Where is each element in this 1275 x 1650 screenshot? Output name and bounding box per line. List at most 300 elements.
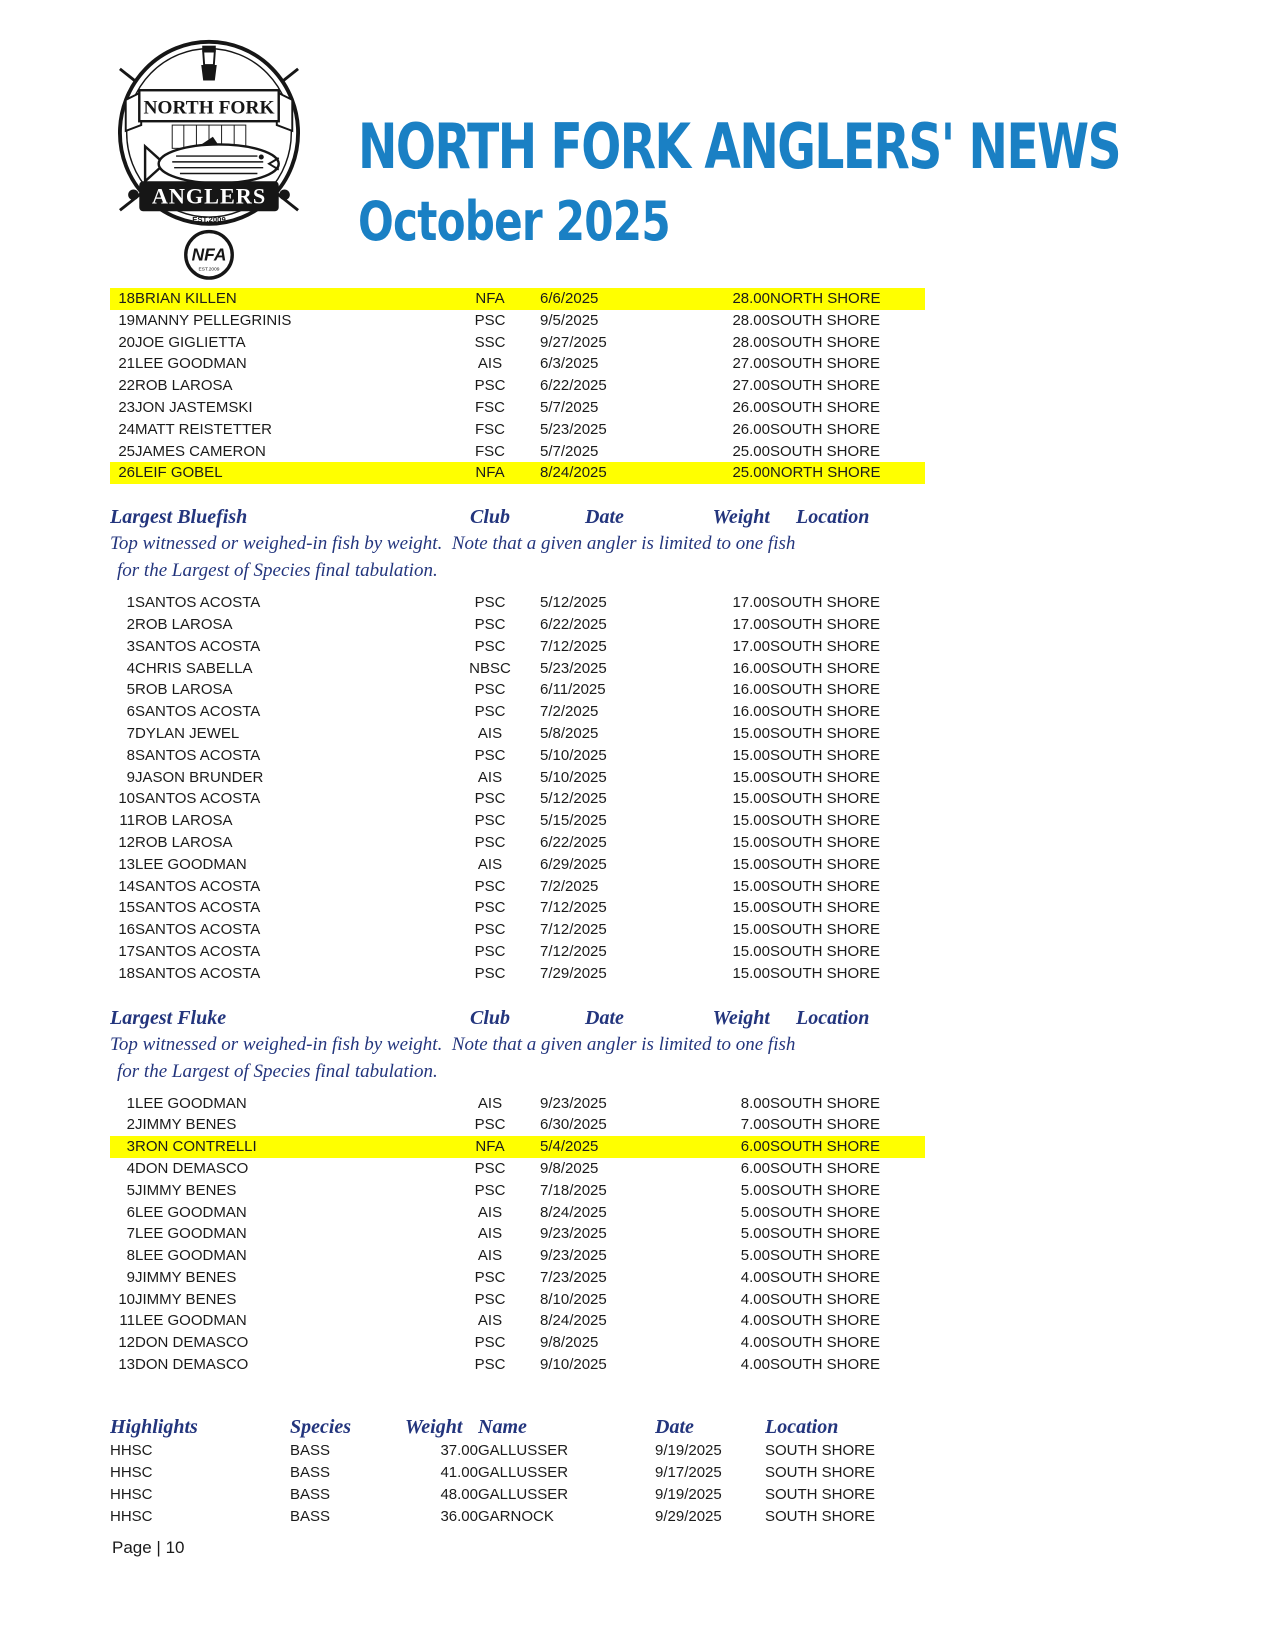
location-cell: SOUTH SHORE — [765, 1507, 876, 1525]
table-row — [110, 1202, 925, 1224]
date-cell: 5/23/2025 — [540, 420, 607, 438]
table-row — [110, 1462, 925, 1484]
club-cell: HHSC — [110, 1441, 153, 1459]
date-cell: 5/10/2025 — [540, 746, 607, 764]
nfa-badge — [186, 232, 232, 278]
date-cell: 6/3/2025 — [540, 355, 599, 373]
name-cell: JIMMY BENES — [135, 1116, 237, 1134]
weight-cell: 15.00 — [732, 746, 770, 764]
rank-cell: 13 — [118, 855, 135, 873]
name-cell: ROB LAROSA — [135, 615, 233, 633]
anglers-banner — [139, 181, 278, 224]
page-content — [110, 288, 925, 1528]
weight-cell: 27.00 — [732, 377, 770, 395]
location-cell: SOUTH SHORE — [770, 1225, 881, 1243]
club-cell: PSC — [474, 637, 506, 655]
weight-cell: 17.00 — [732, 637, 770, 655]
date-cell: 5/23/2025 — [540, 659, 607, 677]
weight-cell: 15.00 — [732, 899, 770, 917]
table-row — [110, 419, 925, 441]
name-cell: BRIAN KILLEN — [135, 288, 440, 310]
location-cell: SOUTH SHORE — [770, 833, 881, 851]
date-cell: 7/29/2025 — [540, 964, 607, 982]
svg-text:NFA: NFA — [191, 244, 227, 265]
location-cell: SOUTH SHORE — [770, 855, 881, 873]
weight-cell: 15.00 — [732, 855, 770, 873]
rank-cell: 10 — [118, 1290, 135, 1308]
table-row — [110, 745, 925, 767]
table-row — [110, 353, 925, 375]
weight-cell: 25.00 — [705, 462, 770, 484]
club-cell: PSC — [474, 377, 506, 395]
weight-cell: 5.00 — [740, 1247, 770, 1265]
rank-cell: 1 — [126, 1094, 135, 1112]
location-cell: SOUTH SHORE — [770, 1181, 881, 1199]
name-cell: LEE GOODMAN — [135, 1247, 247, 1265]
largest-fluke-table-body — [110, 1093, 925, 1376]
club-cell: PSC — [474, 1290, 506, 1308]
rank-cell: 22 — [118, 377, 135, 395]
weight-cell: 36.00 — [440, 1507, 478, 1525]
club-cell: HHSC — [110, 1507, 153, 1525]
date-cell: 7/12/2025 — [540, 899, 607, 917]
table-row — [110, 1354, 925, 1376]
table-row — [110, 788, 925, 810]
location-cell: SOUTH SHORE — [770, 1290, 881, 1308]
weight-cell: 28.00 — [705, 288, 770, 310]
weight-cell: 5.00 — [740, 1203, 770, 1221]
table-row — [110, 723, 925, 745]
weight-cell: 4.00 — [740, 1268, 770, 1286]
section-header-row — [110, 1005, 925, 1031]
date-column-header: Date — [585, 1006, 624, 1029]
club-cell: PSC — [474, 1181, 506, 1199]
rank-cell: 9 — [126, 1268, 135, 1286]
rank-cell: 8 — [126, 1247, 135, 1265]
date-cell: 5/4/2025 — [540, 1136, 705, 1158]
rank-cell: 1 — [126, 594, 135, 612]
location-cell: SOUTH SHORE — [770, 1136, 925, 1158]
date-column-header: Date — [585, 506, 624, 529]
location-cell: NORTH SHORE — [770, 288, 925, 310]
name-cell: SANTOS ACOSTA — [135, 703, 261, 721]
table-row — [110, 1289, 925, 1311]
date-cell: 9/5/2025 — [540, 311, 599, 329]
species-note-line1: Top witnessed or weighed-in fish by weight. Note that a given angler is limited to one fish — [110, 533, 796, 555]
table-row — [110, 614, 925, 636]
club-cell: PSC — [474, 1159, 506, 1177]
date-cell: 6/22/2025 — [540, 377, 607, 395]
weight-column-header: Weight — [712, 1006, 770, 1029]
name-cell: ROB LAROSA — [135, 377, 233, 395]
location-cell: SOUTH SHORE — [770, 377, 881, 395]
name-cell: SANTOS ACOSTA — [135, 877, 261, 895]
species-note — [110, 1031, 925, 1085]
location-cell: SOUTH SHORE — [770, 420, 881, 438]
name-cell: ROB LAROSA — [135, 833, 233, 851]
club-cell: PSC — [474, 1356, 506, 1374]
club-cell: AIS — [477, 1203, 503, 1221]
club-cell: PSC — [474, 746, 506, 764]
table-row — [110, 1114, 925, 1136]
location-cell: SOUTH SHORE — [770, 768, 881, 786]
club-cell: PSC — [474, 1116, 506, 1134]
table-row — [110, 1158, 925, 1180]
weight-cell: 6.00 — [740, 1159, 770, 1177]
rank-cell: 8 — [126, 746, 135, 764]
location-column-header: Location — [765, 1415, 839, 1438]
rank-cell: 6 — [126, 1203, 135, 1221]
table-row — [110, 658, 925, 680]
svg-text:NORTH FORK: NORTH FORK — [143, 97, 275, 119]
location-cell: SOUTH SHORE — [770, 964, 881, 982]
date-cell: 8/10/2025 — [540, 1290, 607, 1308]
section-title: Largest Fluke — [110, 1006, 227, 1029]
club-cell: AIS — [477, 855, 503, 873]
date-column-header: Date — [655, 1415, 694, 1438]
largest-fluke-header — [110, 1005, 925, 1031]
name-cell: LEE GOODMAN — [135, 855, 247, 873]
weight-cell: 15.00 — [732, 812, 770, 830]
club-cell: PSC — [474, 790, 506, 808]
location-cell: SOUTH SHORE — [770, 1094, 881, 1112]
rank-cell: 7 — [126, 1225, 135, 1243]
date-cell: 5/10/2025 — [540, 768, 607, 786]
table-row — [110, 1332, 925, 1354]
date-cell: 7/12/2025 — [540, 637, 607, 655]
name-cell: DYLAN JEWEL — [135, 724, 240, 742]
rank-cell: 20 — [118, 333, 135, 351]
table-row — [110, 1506, 925, 1528]
species-cell: BASS — [290, 1485, 331, 1503]
rank-cell: 13 — [118, 1356, 135, 1374]
rank-cell: 17 — [118, 942, 135, 960]
rank-cell: 2 — [126, 615, 135, 633]
club-cell: PSC — [474, 921, 506, 939]
rank-cell: 18 — [118, 964, 135, 982]
rank-cell: 11 — [119, 1312, 135, 1330]
location-cell: SOUTH SHORE — [770, 681, 881, 699]
svg-text:EST.2009: EST.2009 — [192, 214, 226, 224]
location-cell: SOUTH SHORE — [770, 877, 881, 895]
lighthouse-icon — [201, 46, 216, 81]
name-cell: JASON BRUNDER — [135, 768, 264, 786]
club-cell: AIS — [477, 1225, 503, 1243]
name-cell: MANNY PELLEGRINIS — [135, 311, 292, 329]
rank-cell: 12 — [118, 833, 135, 851]
table-row — [110, 701, 925, 723]
location-cell: SOUTH SHORE — [765, 1463, 876, 1481]
name-cell: LEE GOODMAN — [135, 1225, 247, 1243]
largest-fluke-table — [110, 1093, 925, 1376]
club-cell: PSC — [474, 899, 506, 917]
weight-cell: 15.00 — [732, 724, 770, 742]
table-row — [110, 441, 925, 463]
weight-cell: 15.00 — [732, 790, 770, 808]
table-row — [110, 397, 925, 419]
weight-cell: 15.00 — [732, 942, 770, 960]
continuation-table-body — [110, 288, 925, 484]
section-header-row — [110, 504, 925, 530]
weight-cell: 16.00 — [732, 659, 770, 677]
table-row — [110, 679, 925, 701]
location-column-header: Location — [796, 506, 870, 529]
table-row — [110, 1136, 925, 1158]
weight-cell: 15.00 — [732, 877, 770, 895]
weight-cell: 4.00 — [740, 1312, 770, 1330]
page-number: Page | 10 — [112, 1538, 185, 1557]
name-cell: MATT REISTETTER — [135, 420, 272, 438]
location-column-header: Location — [796, 1006, 870, 1029]
date-cell: 6/6/2025 — [540, 288, 705, 310]
name-cell: SANTOS ACOSTA — [135, 921, 261, 939]
club-cell: HHSC — [110, 1485, 153, 1503]
date-cell: 7/2/2025 — [540, 877, 599, 895]
name-cell: JIMMY BENES — [135, 1290, 237, 1308]
rank-cell: 24 — [118, 420, 135, 438]
table-row — [110, 810, 925, 832]
date-cell: 8/24/2025 — [540, 1203, 607, 1221]
date-cell: 9/8/2025 — [540, 1159, 599, 1177]
club-cell: AIS — [477, 1312, 503, 1330]
rank-cell: 4 — [126, 659, 135, 677]
table-row — [110, 832, 925, 854]
date-cell: 9/29/2025 — [655, 1507, 722, 1525]
rank-cell: 11 — [119, 812, 135, 830]
club-cell: SSC — [474, 333, 506, 351]
name-cell: GALLUSSER — [478, 1463, 569, 1481]
location-cell: SOUTH SHORE — [770, 703, 881, 721]
location-cell: SOUTH SHORE — [765, 1441, 876, 1459]
date-cell: 9/17/2025 — [655, 1463, 722, 1481]
weight-cell: 41.00 — [440, 1463, 478, 1481]
location-cell: SOUTH SHORE — [770, 615, 881, 633]
table-row — [110, 876, 925, 898]
table-row — [110, 854, 925, 876]
club-cell: AIS — [477, 355, 503, 373]
rank-cell: 15 — [118, 899, 135, 917]
location-cell: SOUTH SHORE — [770, 746, 881, 764]
weight-cell: 16.00 — [732, 703, 770, 721]
name-cell: JIMMY BENES — [135, 1268, 237, 1286]
species-cell: BASS — [290, 1463, 331, 1481]
weight-cell: 4.00 — [740, 1356, 770, 1374]
location-cell: SOUTH SHORE — [770, 659, 881, 677]
name-cell: SANTOS ACOSTA — [135, 790, 261, 808]
location-cell: SOUTH SHORE — [770, 1356, 881, 1374]
weight-cell: 26.00 — [732, 420, 770, 438]
date-cell: 8/24/2025 — [540, 1312, 607, 1330]
rank-cell: 14 — [118, 877, 135, 895]
date-cell: 7/12/2025 — [540, 921, 607, 939]
newsletter-issue-date: October 2025 — [358, 190, 670, 253]
weight-cell: 15.00 — [732, 921, 770, 939]
club-cell: FSC — [475, 442, 505, 460]
club-column-header: Club — [469, 506, 511, 529]
date-cell: 9/23/2025 — [540, 1225, 607, 1243]
table-row — [110, 941, 925, 963]
location-cell: SOUTH SHORE — [770, 355, 881, 373]
species-note-line1: Top witnessed or weighed-in fish by weight. Note that a given angler is limited to one fish — [110, 1033, 796, 1055]
weight-cell: 16.00 — [732, 681, 770, 699]
date-cell: 5/7/2025 — [540, 398, 599, 416]
name-cell: SANTOS ACOSTA — [135, 594, 261, 612]
name-cell: CHRIS SABELLA — [135, 659, 253, 677]
club-column-header: Club — [469, 1006, 511, 1029]
name-cell: JON JASTEMSKI — [135, 398, 253, 416]
rank-cell: 10 — [118, 790, 135, 808]
weight-cell: 4.00 — [740, 1334, 770, 1352]
location-cell: SOUTH SHORE — [770, 812, 881, 830]
club-cell: PSC — [474, 877, 506, 895]
location-cell: SOUTH SHORE — [770, 1312, 881, 1330]
name-cell: ROB LAROSA — [135, 812, 233, 830]
weight-cell: 48.00 — [440, 1485, 478, 1503]
species-note-line2: for the Largest of Species final tabulation. — [117, 560, 438, 582]
location-cell: NORTH SHORE — [770, 462, 925, 484]
weight-cell: 5.00 — [740, 1181, 770, 1199]
species-note — [110, 530, 925, 584]
rank-cell: 25 — [118, 442, 135, 460]
weight-cell: 15.00 — [732, 768, 770, 786]
weight-cell: 27.00 — [732, 355, 770, 373]
date-cell: 9/10/2025 — [540, 1356, 607, 1374]
location-cell: SOUTH SHORE — [770, 1203, 881, 1221]
section-title: Largest Bluefish — [110, 506, 248, 529]
largest-bluefish-table — [110, 592, 925, 984]
weight-cell: 4.00 — [740, 1290, 770, 1308]
club-cell: PSC — [474, 681, 506, 699]
name-cell: DON DEMASCO — [135, 1159, 249, 1177]
rank-cell: 3 — [126, 637, 135, 655]
table-row — [110, 919, 925, 941]
table-row — [110, 963, 925, 985]
club-cell: PSC — [474, 833, 506, 851]
location-cell: SOUTH SHORE — [770, 1116, 881, 1134]
table-row — [110, 375, 925, 397]
name-cell: RON CONTRELLI — [135, 1136, 440, 1158]
name-cell: SANTOS ACOSTA — [135, 746, 261, 764]
date-cell: 5/12/2025 — [540, 594, 607, 612]
date-cell: 6/11/2025 — [540, 681, 606, 699]
rank-cell: 2 — [126, 1116, 135, 1134]
table-row — [110, 1440, 925, 1462]
weight-cell: 8.00 — [740, 1094, 770, 1112]
club-cell: FSC — [475, 420, 505, 438]
date-cell: 9/23/2025 — [540, 1247, 607, 1265]
club-cell: PSC — [474, 594, 506, 612]
location-cell: SOUTH SHORE — [770, 398, 881, 416]
name-cell: LEE GOODMAN — [135, 355, 247, 373]
club-cell: PSC — [474, 942, 506, 960]
table-row — [110, 462, 925, 484]
location-cell: SOUTH SHORE — [770, 594, 881, 612]
striped-bass-continuation-table — [110, 288, 925, 484]
weight-cell: 15.00 — [732, 964, 770, 982]
club-cell: AIS — [477, 1247, 503, 1265]
name-cell: GARNOCK — [478, 1507, 554, 1525]
species-column-header: Species — [290, 1415, 352, 1438]
club-cell: HHSC — [110, 1463, 153, 1481]
date-cell: 6/30/2025 — [540, 1116, 607, 1134]
rank-cell: 23 — [118, 398, 135, 416]
table-row — [110, 592, 925, 614]
name-cell: LEIF GOBEL — [135, 462, 440, 484]
rank-cell: 3 — [110, 1136, 135, 1158]
name-column-header: Name — [478, 1415, 527, 1438]
rank-cell: 9 — [126, 768, 135, 786]
species-cell: BASS — [290, 1507, 331, 1525]
svg-text:ANGLERS: ANGLERS — [151, 183, 267, 209]
weight-cell: 6.00 — [705, 1136, 770, 1158]
weight-column-header: Weight — [405, 1415, 463, 1438]
weight-cell: 5.00 — [740, 1225, 770, 1243]
location-cell: SOUTH SHORE — [770, 442, 881, 460]
date-cell: 7/23/2025 — [540, 1268, 607, 1286]
table-row — [110, 1484, 925, 1506]
weight-cell: 28.00 — [732, 333, 770, 351]
rank-cell: 19 — [118, 311, 135, 329]
club-cell: PSC — [474, 311, 506, 329]
location-cell: SOUTH SHORE — [770, 1334, 881, 1352]
highlights-title: Highlights — [110, 1415, 198, 1438]
rank-cell: 7 — [126, 724, 135, 742]
table-row — [110, 332, 925, 354]
location-cell: SOUTH SHORE — [770, 1159, 881, 1177]
date-cell: 6/29/2025 — [540, 855, 607, 873]
table-row — [110, 767, 925, 789]
location-cell: SOUTH SHORE — [770, 921, 881, 939]
date-cell: 9/23/2025 — [540, 1094, 607, 1112]
name-cell: GALLUSSER — [478, 1441, 569, 1459]
highlights-table — [110, 1440, 925, 1528]
club-cell: AIS — [477, 724, 503, 742]
weight-cell: 7.00 — [740, 1116, 770, 1134]
name-cell: SANTOS ACOSTA — [135, 637, 261, 655]
rank-cell: 21 — [118, 355, 135, 373]
name-cell: JAMES CAMERON — [135, 442, 266, 460]
table-row — [110, 310, 925, 332]
species-cell: BASS — [290, 1441, 331, 1459]
date-cell: 8/24/2025 — [540, 462, 705, 484]
name-cell: GALLUSSER — [478, 1485, 569, 1503]
table-row — [110, 1267, 925, 1289]
highlights-header — [110, 1414, 925, 1440]
weight-cell: 37.00 — [440, 1441, 478, 1459]
location-cell: SOUTH SHORE — [770, 790, 881, 808]
club-cell: AIS — [477, 768, 503, 786]
club-cell: PSC — [474, 812, 506, 830]
name-cell: DON DEMASCO — [135, 1356, 249, 1374]
rank-cell: 6 — [126, 703, 135, 721]
rank-cell: 16 — [118, 921, 135, 939]
table-row — [110, 1310, 925, 1332]
name-cell: SANTOS ACOSTA — [135, 899, 261, 917]
name-cell: LEE GOODMAN — [135, 1312, 247, 1330]
date-cell: 5/15/2025 — [540, 812, 607, 830]
club-cell: NFA — [440, 462, 540, 484]
club-cell: PSC — [474, 1334, 506, 1352]
club-cell: NFA — [440, 1136, 540, 1158]
rank-cell: 26 — [110, 462, 135, 484]
table-row — [110, 1245, 925, 1267]
name-cell: SANTOS ACOSTA — [135, 964, 261, 982]
date-cell: 5/12/2025 — [540, 790, 607, 808]
largest-bluefish-table-body — [110, 592, 925, 984]
name-cell: JIMMY BENES — [135, 1181, 237, 1199]
date-cell: 5/7/2025 — [540, 442, 599, 460]
weight-cell: 26.00 — [732, 398, 770, 416]
